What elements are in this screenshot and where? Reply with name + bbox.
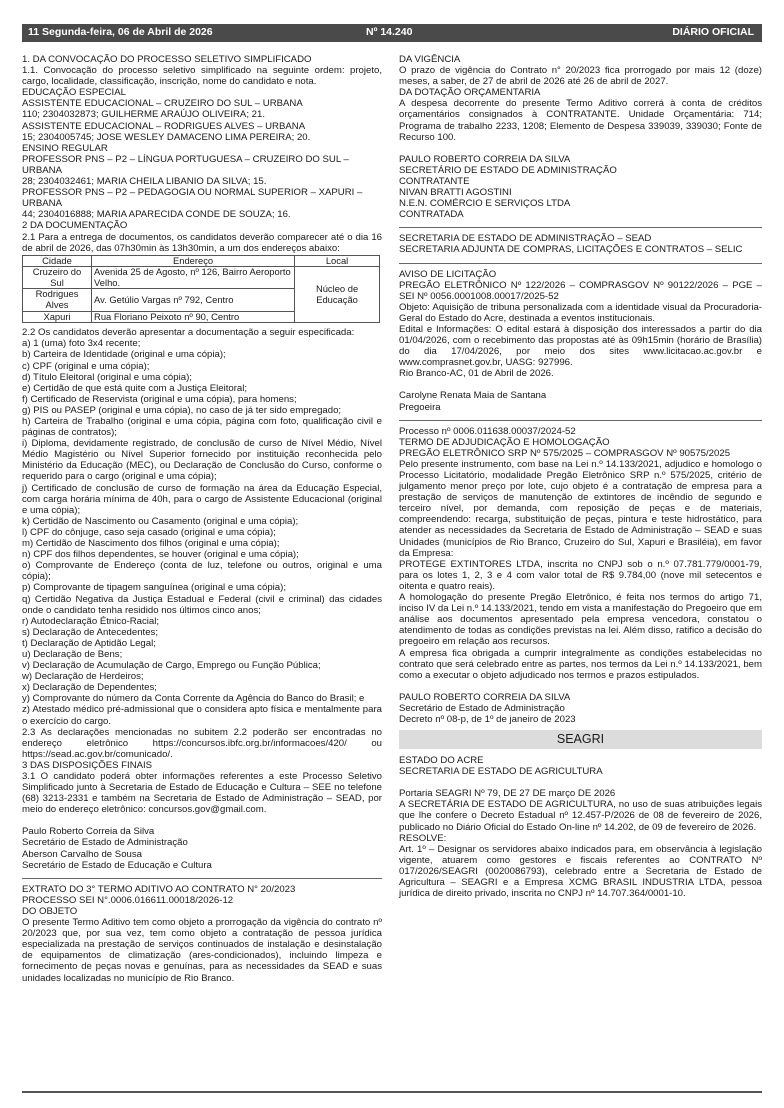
signature-line: Aberson Carvalho de Sousa	[22, 848, 142, 860]
list-item: t) Declaração de Aptidão Legal;	[22, 637, 156, 649]
paragraph: Pelo presente instrumento, com base na Lei n.º 14.133/2021, adjudico e homologo o Processo Licitatório, modalidade Pregão Eletrônico SRP n.º 575/2025, critério de julgamento menor preço por lote, cujo objeto é a contratação de empresa para a prestação de serviços de manutenção de extintores de incêndio de segundo e terceiro nível, por demanda, com reposição de peças e de materiais, compreendendo: recarga, substituição de peças, pintura e teste hidrostático, para atender as necessidades da Secretaria de Estado de Administração – SEAD e suas Unidades (municípios de Rio Branco, Cruzeiro do Sul, Xapuri e Brasiléia), em favor da Empresa:	[399, 458, 762, 559]
divider	[22, 878, 382, 879]
paragraph: Objeto: Aquisição de tribuna personalizada com a identidade visual da Procuradoria-Geral do Estado do Acre, destinada a eventos institucionais.	[399, 301, 762, 324]
address-table	[22, 255, 380, 324]
right-column	[399, 54, 762, 899]
resolve-label: RESOLVE:	[399, 832, 447, 844]
list-item: a) 1 (uma) foto 3x4 recente;	[22, 338, 141, 350]
paragraph: A homologação do presente Pregão Eletrônico, é feita nos termos do artigo 71, inciso IV da Lei n.º 14.133/2021, tendo em vista a manifestação do Pregoeiro que em análise aos documentos apresentado pela empresa vencedora, constatou o atendimento de todas as condições previstas na lei. Além disso, ratifico a decisão do pregoeiro em relação aos recursos.	[399, 592, 762, 648]
page-date: 11 Segunda-feira, 06 de Abril de 2026	[28, 26, 213, 38]
list-item: c) CPF (original e uma cópia);	[22, 360, 150, 372]
signature-line: Decreto nº 08-p, de 1º de janeiro de 2023	[399, 713, 576, 725]
table-cell: Avenida 25 de Agosto, nº 126, Bairro Aeroporto Velho.	[92, 267, 295, 289]
paragraph: A SECRETÁRIA DE ESTADO DE AGRICULTURA, no uso de suas atribuições legais que lhe confere o Decreto Estadual nº 12.457-P/2026 de 08 de fevereiro de 2026, publicado no Diário Oficial do Estado On-line nº 14.202, de 09 de fevereiro de 2026.	[399, 799, 762, 833]
signature-block	[22, 826, 382, 870]
signature-line: Paulo Roberto Correia da Silva	[22, 826, 155, 838]
table-cell: Rodrigues Alves	[23, 289, 92, 311]
list-item: u) Declaração de Bens;	[22, 648, 123, 660]
list-item: e) Certidão de que está quite com a Justiça Eleitoral;	[22, 382, 248, 394]
section-title: 3 DAS DISPOSIÇÕES FINAIS	[22, 759, 153, 771]
section-title: DO OBJETO	[22, 905, 78, 917]
signature-block	[399, 154, 762, 221]
column-header: Cidade	[23, 255, 92, 267]
section-title: Portaria SEAGRI Nº 79, DE 27 DE março DE 2026	[399, 788, 616, 800]
list-item: m) Certidão de Nascimento dos filhos (original e uma cópia);	[22, 538, 280, 550]
list-item: g) PIS ou PASEP (original e uma cópia), no caso de já ter sido empregado;	[22, 404, 342, 416]
section-title: TERMO DE ADJUDICAÇÃO E HOMOLOGAÇÃO	[399, 436, 610, 448]
list-item: f) Certificado de Reservista (original e uma cópia), para homens;	[22, 393, 297, 405]
section-title: PREGÃO ELETRÔNICO SRP Nº 575/2025 – COMPRASGOV Nº 90575/2025	[399, 447, 731, 459]
paragraph: Art. 1º – Designar os servidores abaixo indicados para, em observância à legislação vigente, atuarem como gestores e fiscais referentes ao CONTRATO Nº 017/2026/SEAGRI (0020086793), celebrado entre a Secretaria de Estado de Agricultura – SEAGRI e a Empresa XCMG BRASIL INDUSTRIA LTDA, pessoa jurídica de direito privado, inscrita no CNPJ nº 14.707.364/0001-10.	[399, 843, 762, 900]
list-item: k) Certidão de Nascimento ou Casamento (original e uma cópia);	[22, 515, 299, 527]
paragraph: 3.1 O candidato poderá obter informações referentes a este Processo Seletivo Simplificado junto à Secretaria de Estado de Educação e Cultura – SEE no telefone (68) 3213-2331 e também na Secretaria de Estado de Administração – SEAD, por meio do endereço eletrônico: concursos.gov@gmail.com.	[22, 771, 382, 816]
list-item: ASSISTENTE EDUCACIONAL – RODRIGUES ALVES – URBANA	[22, 120, 306, 132]
list-item: h) Carteira de Trabalho (original e uma cópia, página com foto, qualificação civil e páginas de contratos);	[22, 416, 382, 439]
divider	[399, 227, 762, 228]
column-header: Endereço	[92, 255, 295, 267]
section-title: DA DOTAÇÃO ORÇAMENTARIA	[399, 87, 541, 99]
paragraph: Edital e Informações: O edital estará à disposição dos interessados a partir do dia 01/04/2026, com o recebimento das propostas até às 09h15min (horário de Brasília) do dia 17/04/2026, por meio dos sites www.licitacao.ac.gov.br e www.comprasnet.gov.br, UASG: 927996.	[399, 323, 762, 369]
paragraph: O prazo de vigência do Contrato n° 20/2023 fica prorrogado por mais 12 (doze) meses, a saber, de 27 de abril de 2026 até 26 de abril de 2027.	[399, 65, 762, 88]
table-cell: Cruzeiro do Sul	[23, 267, 92, 289]
signature-line: Pregoeira	[399, 401, 441, 413]
convocation-list	[22, 87, 382, 220]
divider	[399, 263, 762, 264]
page-header	[22, 24, 762, 42]
list-item: o) Comprovante de Endereço (conta de luz, telefone ou outros, original e uma cópia);	[22, 560, 382, 583]
agency-line: SECRETARIA ADJUNTA DE COMPRAS, LICITAÇÕES E CONTRATOS – SELIC	[399, 244, 743, 256]
document-list	[22, 327, 382, 760]
agency-line: ESTADO DO ACRE	[399, 755, 484, 767]
list-item: i) Diploma, devidamente registrado, de conclusão de curso de Nível Médio, Nível Médio Magistério ou Nível Superior fornecido por instituição reconhecida pelo Ministério da Educação (MEC), ou Declaração de Conclusão do Curso, conforme o requerido para o cargo (original e uma cópia);	[22, 438, 382, 483]
place-date: Rio Branco-AC, 01 de Abril de 2026.	[399, 368, 554, 380]
paragraph: A despesa decorrente do presente Termo Aditivo correrá à conta de créditos orçamentários consignados à CONTRATANTE. Unidade Orçamentária: 714; Programa de trabalho 2233, 1208; Elemento de Despesa 339039, 339030; Fonte de Recurso 100.	[399, 98, 762, 143]
process-number: Processo nº 0006.011638.00037/2024-52	[399, 425, 576, 437]
table-header-row	[23, 255, 380, 267]
left-column	[22, 54, 382, 984]
list-item: 2.2 Os candidatos deverão apresentar a documentação a seguir especificada:	[22, 327, 355, 339]
list-item: 110; 2304032873; GUILHERME ARAÚJO OLIVEIRA; 21.	[22, 109, 265, 121]
section-title: AVISO DE LICITAÇÃO	[399, 268, 497, 280]
list-item: w) Declaração de Herdeiros;	[22, 671, 144, 683]
list-item: 44; 2304016888; MARIA APARECIDA CONDE DE SOUZA; 16.	[22, 209, 291, 221]
list-item: j) Certificado de conclusão de curso de formação na área da Educação Especial, com carga horária mínima de 40h, para o cargo de Assistente Educacional (original e uma cópia);	[22, 482, 382, 516]
list-item: r) Autodeclaração Étnico-Racial;	[22, 615, 160, 627]
column-header: Local	[295, 255, 380, 267]
paragraph: O presente Termo Aditivo tem como objeto a prorrogação da vigência do contrato nº 20/2023 que, por sua vez, tem como objeto a contratação de pessoa jurídica especializada na prestação de serviços continuados de instalação e desinstalação de equipamentos de climatização (ares-condicionados), incluindo limpeza e fornecimento de peças novas e genuínas, para as necessidades da SEAD e suas unidades localizadas no município de Rio Branco.	[22, 917, 382, 984]
footer-rule	[22, 1091, 762, 1093]
list-item: 2.3 As declarações mencionadas no subitem 2.2 poderão ser encontradas no endereço eletrônico https://concursos.ibfc.org.br/informacoes/420/ ou https://sead.ac.gov.br/comunicado/.	[22, 726, 382, 760]
table-cell: Xapuri	[23, 311, 92, 323]
list-item: 28; 2304032461; MARIA CHEILA LIBANIO DA SILVA; 15.	[22, 176, 267, 188]
list-item: v) Declaração de Acumulação de Cargo, Emprego ou Função Pública;	[22, 660, 321, 672]
list-item: ENSINO REGULAR	[22, 142, 108, 154]
process-number: PROCESSO SEI N°.0006.016611.00018/2026-12	[22, 894, 234, 906]
signature-line: Secretário de Estado de Administração	[399, 702, 565, 714]
list-item: 15; 2304005745; JOSE WESLEY DAMACENO LIMA PEREIRA; 20.	[22, 131, 311, 143]
paragraph: PROTEGE EXTINTORES LTDA, inscrita no CNPJ sob o n.º 07.781.779/0001-79, para os lotes 1, 2, 3 e 4 com valor total de R$ 9.784,00 (nove mil setecentos e oitenta e quatro reais).	[399, 558, 762, 592]
section-title: PREGÃO ELETRÔNICO Nº 122/2026 – COMPRASGOV Nº 90122/2026 – PGE – SEI Nº 0056.0001008.00017/2025-52	[399, 279, 762, 302]
table-cell: Núcleo de Educação	[295, 267, 380, 323]
signature-line: SECRETÁRIO DE ESTADO DE ADMINISTRAÇÃO	[399, 164, 617, 176]
list-item: l) CPF do cônjuge, caso seja casado (original e uma cópia);	[22, 526, 276, 538]
signature-line: PAULO ROBERTO CORREIA DA SILVA	[399, 153, 571, 165]
signature-line: N.E.N. COMÉRCIO E SERVIÇOS LTDA	[399, 198, 571, 210]
seagri-banner: SEAGRI	[399, 730, 762, 749]
list-item: PROFESSOR PNS – P2 – LÍNGUA PORTUGUESA – CRUZEIRO DO SUL – URBANA	[22, 153, 349, 176]
signature-line: NIVAN BRATTI AGOSTINI	[399, 187, 512, 199]
agency-line: SECRETARIA DE ESTADO DE ADMINISTRAÇÃO – SEAD	[399, 233, 652, 245]
list-item: x) Declaração de Dependentes;	[22, 682, 157, 694]
signature-line: CONTRATANTE	[399, 175, 470, 187]
list-item: s) Declaração de Antecedentes;	[22, 626, 158, 638]
list-item: b) Carteira de Identidade (original e uma cópia);	[22, 349, 226, 361]
list-item: z) Atestado médico pré-admissional que o considera apto física e mentalmente para o exercício do cargo.	[22, 704, 382, 727]
paragraph: 1.1. Convocação do processo seletivo simplificado na seguinte ordem: projeto, cargo, localidade, classificação, inscrição, nome do candidato e nota.	[22, 65, 382, 88]
table-cell: Rua Floriano Peixoto nº 90, Centro	[92, 311, 295, 323]
list-item: EDUCAÇÃO ESPECIAL	[22, 87, 126, 99]
divider	[399, 420, 762, 421]
signature-line: PAULO ROBERTO CORREIA DA SILVA	[399, 691, 571, 703]
section-title: EXTRATO DO 3° TERMO ADITIVO AO CONTRATO N° 20/2023	[22, 883, 296, 895]
section-title: 2 DA DOCUMENTAÇÃO	[22, 220, 128, 232]
paragraph: A empresa fica obrigada a cumprir integralmente as condições estabelecidas no contrato que será celebrado entre as partes, nos termos da Lei n.º 14.133/2021, bem como a executar o objeto adjudicado nos termos e prazos estipulados.	[399, 647, 762, 681]
signature-line: Carolyne Renata Maia de Santana	[399, 390, 547, 402]
issue-number: Nº 14.240	[366, 26, 413, 38]
publication-title: DIÁRIO OFICIAL	[672, 26, 754, 38]
list-item: p) Comprovante de tipagem sanguínea (original e uma cópia);	[22, 582, 286, 594]
section-title: DA VIGÊNCIA	[399, 54, 461, 65]
list-item: q) Certidão Negativa da Justiça Estadual e Federal (civil e criminal) das cidades onde o candidato tenha residido nos últimos cinco anos;	[22, 593, 382, 616]
table-row	[23, 267, 380, 289]
list-item: PROFESSOR PNS – P2 – PEDAGOGIA OU NORMAL SUPERIOR – XAPURI – URBANA	[22, 187, 363, 210]
signature-line: Secretário de Estado de Administração	[22, 837, 188, 849]
list-item: n) CPF dos filhos dependentes, se houver (original e uma cópia);	[22, 549, 299, 561]
signature-line: Secretário de Estado de Educação e Cultura	[22, 859, 212, 871]
list-item: d) Título Eleitoral (original e uma cópia);	[22, 371, 192, 383]
list-item: y) Comprovante do número da Conta Corrente da Agência do Banco do Brasil; e	[22, 693, 365, 705]
paragraph: 2.1 Para a entrega de documentos, os candidatos deverão comparecer até o dia 16 de abril de 2026, das 07h30min às 13h30min, a um dos endereços abaixo:	[22, 231, 382, 254]
table-cell: Av. Getúlio Vargas nº 792, Centro	[92, 289, 295, 311]
list-item: ASSISTENTE EDUCACIONAL – CRUZEIRO DO SUL – URBANA	[22, 98, 303, 110]
section-title: 1. DA CONVOCAÇÃO DO PROCESSO SELETIVO SIMPLIFICADO	[22, 54, 312, 65]
agency-line: SECRETARIA DE ESTADO DE AGRICULTURA	[399, 766, 603, 778]
signature-line: CONTRATADA	[399, 209, 464, 221]
